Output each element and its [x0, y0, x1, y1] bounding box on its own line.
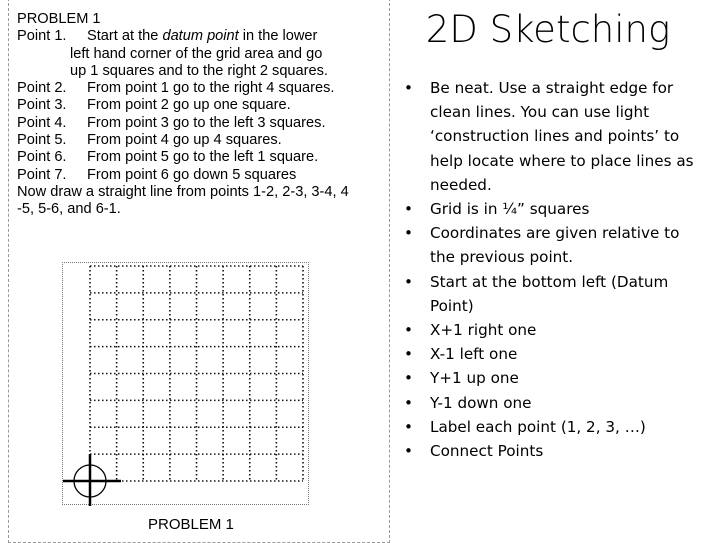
- slide-title: 2D Sketching: [425, 8, 671, 51]
- bullet-item: • Grid is in ¼” squares: [404, 197, 704, 221]
- point-1-line3: up 1 squares and to the right 2 squares.: [70, 62, 328, 79]
- bullet-item: • X-1 left one: [404, 342, 704, 366]
- bullet-item: • Label each point (1, 2, 3, …): [404, 415, 704, 439]
- point-3: Point 3. From point 2 go up one square.: [17, 97, 291, 114]
- grid-svg: [63, 263, 310, 506]
- point-7: Point 7. From point 6 go down 5 squares: [17, 166, 297, 183]
- sketch-grid: [62, 262, 309, 505]
- point-1: Point 1. Start at the datum point in the lower: [17, 28, 318, 45]
- point-6: Point 6. From point 5 go to the left 1 square.: [17, 149, 319, 166]
- problem-heading: PROBLEM 1: [17, 11, 101, 27]
- final-instruction-1: Now draw a straight line from points 1-2, 2-3, 3-4, 4: [17, 183, 349, 200]
- bullet-item: • X+1 right one: [404, 318, 704, 342]
- bullet-item: • Y+1 up one: [404, 366, 704, 390]
- bullet-item: • Start at the bottom left (Datum Point): [404, 270, 704, 318]
- bullet-item: • Coordinates are given relative to the previous point.: [404, 221, 704, 269]
- point-1-line2: left hand corner of the grid area and go: [70, 45, 323, 62]
- bullet-item: • Y-1 down one: [404, 391, 704, 415]
- grid-caption: PROBLEM 1: [148, 516, 234, 533]
- bullet-item: • Connect Points: [404, 439, 704, 463]
- point-5: Point 5. From point 4 go up 4 squares.: [17, 132, 282, 149]
- bullet-item: • Be neat. Use a straight edge for clean lines. You can use light ‘construction lines and points’ to help locate where to place lines as needed.: [404, 76, 704, 197]
- problem-instructions: [17, 11, 387, 219]
- point-4: Point 4. From point 3 go to the left 3 squares.: [17, 114, 326, 131]
- final-instruction-2: -5, 5-6, and 6-1.: [17, 201, 121, 218]
- point-2: Point 2. From point 1 go to the right 4 squares.: [17, 80, 335, 97]
- bullet-list: [404, 76, 704, 463]
